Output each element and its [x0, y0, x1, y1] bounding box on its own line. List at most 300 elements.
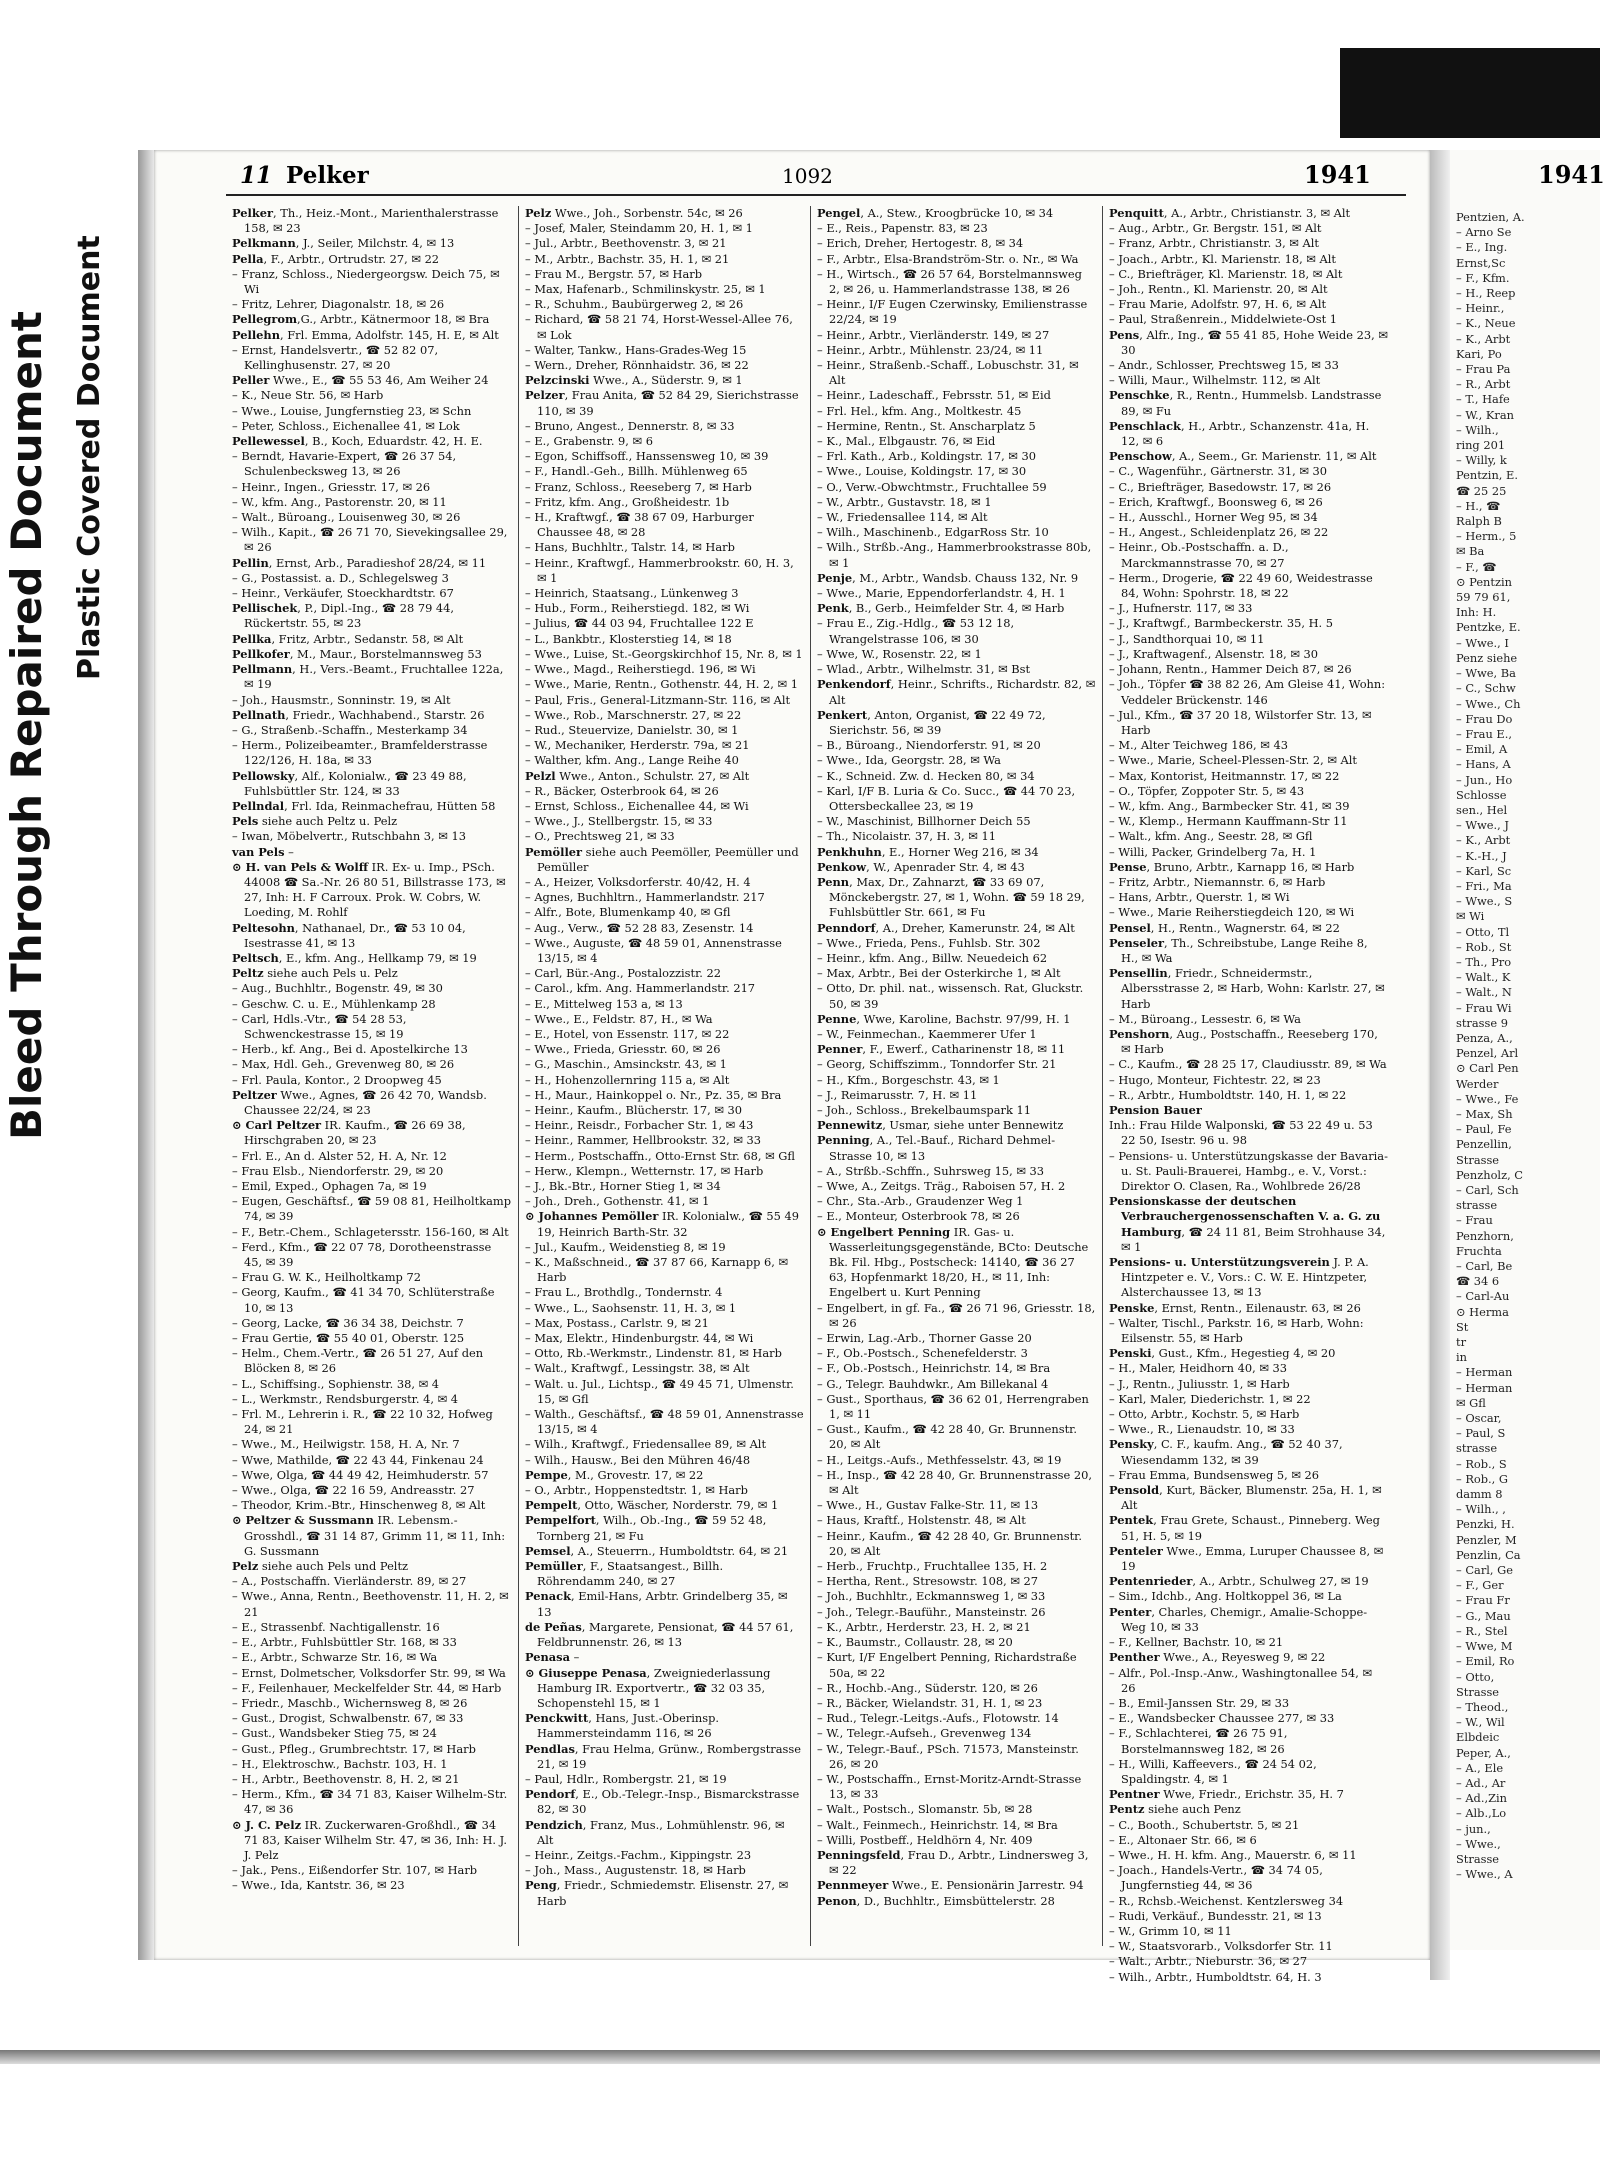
- entry-details: – C., Kaufm., ☎ 28 25 17, Claudiusstr. 89, ✉ Wa: [1109, 1057, 1387, 1072]
- entry-details: – W., Telegr.-Bauf., PSch. 71573, Mansteinstr. 26, ✉ 20: [817, 1741, 1079, 1771]
- entry-details: , Max, Dr., Zahnarzt, ☎ 33 69 07, Mönckebergstr. 27, ✉ 1, Wohn. ☎ 59 18 29, Fuhlsbüttler Str. 661, ✉ Fu: [829, 874, 1085, 920]
- entry-details: – Wwe., L., Saohsenstr. 11, H. 3, ✉ 1: [525, 1300, 737, 1315]
- directory-entry: [817, 1453, 1096, 1468]
- directory-entry: [1109, 677, 1388, 707]
- entry-details: – Carl, Bür.-Ang., Postalozzistr. 22: [525, 966, 722, 981]
- directory-entry: [817, 464, 1096, 479]
- entry-details: – O., Prechtsweg 21, ✉ 33: [525, 829, 675, 844]
- column-4: [1102, 206, 1394, 1984]
- entry-details: – Walt. u. Jul., Lichtsp., ☎ 49 45 71, Ulmenstr. 15, ✉ Gfl: [525, 1376, 794, 1406]
- directory-entry: [232, 449, 512, 479]
- directory-entry: [232, 1270, 512, 1285]
- directory-entry: [525, 1103, 804, 1118]
- entry-details: – Frau Elsb., Niendorferstr. 29, ✉ 20: [232, 1163, 444, 1178]
- entry-details: – Bruno, Angest., Dennerstr. 8, ✉ 33: [525, 418, 735, 433]
- entry-details: – Heinr., Ingen., Griesstr. 17, ✉ 26: [232, 479, 431, 494]
- entry-details: – Gust., Drogist, Schwalbenstr. 67, ✉ 33: [232, 1711, 464, 1726]
- entry-name: Penshorn: [1109, 1026, 1170, 1041]
- facing-page-line: – H., Reep: [1456, 286, 1516, 301]
- entry-details: – Max, Hdl. Geh., Grevenweg 80, ✉ 26: [232, 1057, 455, 1072]
- entry-details: – Eugen, Geschäftsf., ☎ 59 08 81, Heilholtkamp 74, ✉ 39: [232, 1194, 512, 1224]
- entry-details: – Ernst, Schloss., Eichenallee 44, ✉ Wi: [525, 798, 749, 813]
- entry-details: – Richard, ☎ 58 21 74, Horst-Wessel-Allee 76, ✉ Lok: [525, 312, 793, 342]
- entry-details: – Heinr., Ladeschaff., Febrsstr. 51, ✉ Eid: [817, 388, 1051, 403]
- entry-details: – Wilh., Arbtr., Humboldtstr. 64, H. 3: [1109, 1969, 1322, 1984]
- entry-name: Penther: [1109, 1650, 1160, 1665]
- entry-details: Inh.: Frau Hilde Walponski, ☎ 53 22 49 u. 53 22 50, Isestr. 96 u. 98: [1109, 1118, 1373, 1148]
- page-year: 1941: [1304, 160, 1371, 189]
- directory-entry: [232, 1057, 512, 1072]
- directory-entry: [232, 981, 512, 996]
- facing-page-line: – Frau: [1456, 1213, 1493, 1228]
- entry-details: – Max, Hafenarb., Schmilinskystr. 25, ✉ 1: [525, 282, 766, 297]
- entry-details: – Georg, Schiffszimm., Tonndorfer Str. 21: [817, 1057, 1057, 1072]
- entry-details: – W., Grimm 10, ✉ 11: [1109, 1923, 1232, 1938]
- entry-name: Pensionskasse der deutschen Verbrauchergenossenschaften V. a. G. zu Hamburg: [1109, 1194, 1381, 1239]
- directory-entry: [525, 845, 804, 875]
- facing-page-line: – Herman: [1456, 1365, 1513, 1380]
- entry-name: Pelzer: [525, 388, 565, 403]
- entry-details: – Wwe., Anna, Rentn., Beethovenstr. 11, H. 2, ✉ 21: [232, 1589, 509, 1619]
- directory-entry: [1109, 1939, 1388, 1954]
- directory-entry: [525, 556, 804, 586]
- directory-entry: [525, 981, 804, 996]
- entry-details: – Georg, Lacke, ☎ 36 34 38, Deichstr. 7: [232, 1315, 464, 1330]
- facing-page-line: St: [1456, 1319, 1469, 1334]
- entry-details: , A., Steuerrn., Humboldtstr. 64, ✉ 21: [570, 1543, 789, 1558]
- entry-details: , F., Ewerf., Catharinenstr 18, ✉ 11: [862, 1042, 1066, 1057]
- facing-page-line: ring 201: [1456, 438, 1506, 453]
- directory-entry: [817, 936, 1096, 951]
- directory-entry: [817, 1346, 1096, 1361]
- entry-details: – K., Maßschneid., ☎ 37 87 66, Karnapp 6, ✉ Harb: [525, 1255, 789, 1285]
- entry-details: – Agnes, Buchhltrn., Hammerlandstr. 217: [525, 890, 765, 905]
- directory-entry: [525, 1848, 804, 1863]
- entry-details: – E., Altonaer Str. 66, ✉ 6: [1109, 1832, 1257, 1847]
- entry-details: – Walt., Kraftwgf., Lessingstr. 38, ✉ Alt: [525, 1361, 750, 1376]
- directory-entry: [1109, 905, 1388, 920]
- entry-details: , Ernst, Arb., Paradieshof 28/24, ✉ 11: [268, 555, 487, 570]
- directory-entry: [817, 480, 1096, 495]
- entry-details: – Gust., Sporthaus, ☎ 36 62 01, Herrengraben 1, ✉ 11: [817, 1391, 1089, 1422]
- facing-page-year: 1941: [1538, 160, 1605, 189]
- directory-entry: [525, 1468, 804, 1483]
- entry-name: Peltesohn: [232, 920, 295, 935]
- facing-page-line: – Paul, S: [1456, 1426, 1506, 1441]
- directory-entry: [525, 206, 804, 221]
- directory-entry: [817, 814, 1096, 829]
- directory-entry: [817, 662, 1096, 677]
- entry-details: – H., Hohenzollernring 115 a, ✉ Alt: [525, 1072, 730, 1087]
- directory-entry: [525, 829, 804, 844]
- entry-details: – Franz, Schloss., Reeseberg 7, ✉ Harb: [525, 479, 752, 494]
- entry-details: –: [569, 1650, 580, 1665]
- entry-name: Pemsel: [525, 1543, 571, 1558]
- entry-details: – Josef, Maler, Steindamm 20, H. 1, ✉ 1: [525, 221, 753, 236]
- facing-page-line: Fruchta: [1456, 1243, 1502, 1258]
- entry-details: , Emil-Hans, Arbtr. Grindelberg 35, ✉ 13: [537, 1589, 788, 1619]
- entry-details: – Alfr., Bote, Blumenkamp 40, ✉ Gfl: [525, 905, 731, 920]
- directory-entry: [1109, 449, 1388, 464]
- entry-details: – Frl. Hel., kfm. Ang., Moltkestr. 45: [817, 403, 1022, 418]
- entry-details: – Walter, Tankw., Hans-Grades-Weg 15: [525, 342, 747, 357]
- entry-details: – Wwe., M., Heilwigstr. 158, H. A, Nr. 7: [232, 1437, 460, 1452]
- directory-entry: [232, 693, 512, 708]
- entry-details: Wwe., A., Reyesweg 9, ✉ 22: [1159, 1650, 1326, 1665]
- directory-entry: [525, 1589, 804, 1619]
- directory-entry: [817, 1802, 1096, 1817]
- directory-entry: [232, 373, 512, 388]
- directory-entry: [1109, 1757, 1388, 1787]
- directory-entry: [525, 343, 804, 358]
- directory-entry: [232, 571, 512, 586]
- facing-page-line: – Frau Pa: [1456, 362, 1511, 377]
- facing-page-line: sen., Hel: [1456, 802, 1508, 817]
- directory-entry: [1109, 1422, 1388, 1437]
- entry-name: Pellka: [232, 631, 272, 646]
- facing-page-line: – Carl, Ge: [1456, 1563, 1513, 1578]
- directory-entry: [1109, 1437, 1388, 1467]
- entry-details: , Wilh., Ob.-Ing., ☎ 59 52 48, Tornberg 21, ✉ Fu: [537, 1513, 767, 1543]
- facing-page-lines: [1456, 210, 1596, 1882]
- entry-name: Penkendorf: [817, 677, 891, 692]
- directory-entry: [525, 784, 804, 799]
- entry-details: , H., Arbtr., Schanzenstr. 41a, H. 12, ✉ 6: [1121, 418, 1370, 449]
- entry-name: Pengel: [817, 206, 861, 220]
- facing-page-line: – R., Arbt: [1456, 377, 1511, 392]
- facing-page-line: – jun.,: [1456, 1821, 1491, 1836]
- entry-name: Penner: [817, 1042, 863, 1057]
- facing-page-line: – K., Arbt: [1456, 833, 1511, 848]
- entry-name: Penschke: [1109, 388, 1170, 403]
- directory-entry: [525, 1666, 804, 1712]
- entry-details: siehe auch Penz: [1144, 1802, 1241, 1817]
- directory-entry: [817, 845, 1096, 860]
- entry-name: Penndorf: [817, 920, 876, 935]
- directory-entry: [817, 1164, 1096, 1179]
- directory-entry: [817, 1620, 1096, 1635]
- entry-name: Pensions- u. Unterstützungsverein: [1109, 1255, 1330, 1270]
- directory-entry: [525, 1240, 804, 1255]
- directory-entry: [1109, 480, 1388, 495]
- page-gutter: [1430, 150, 1450, 1980]
- directory-entry: [1109, 464, 1388, 479]
- directory-entry: [1109, 206, 1388, 221]
- directory-entry: [1109, 1316, 1388, 1346]
- facing-page-line: – E., Ing.: [1456, 240, 1508, 255]
- directory-entry: [817, 753, 1096, 768]
- entry-name: Pellewessel: [232, 434, 305, 449]
- directory-entry: [525, 236, 804, 251]
- directory-entry: [817, 419, 1096, 434]
- directory-entry: [817, 951, 1096, 966]
- entry-details: – J., Reimarusstr. 7, H. ✉ 11: [817, 1087, 978, 1102]
- directory-entry: [232, 1787, 512, 1817]
- entry-details: – Hugo, Monteur, Fichtestr. 22, ✉ 23: [1109, 1072, 1321, 1087]
- directory-entry: [1109, 1818, 1388, 1833]
- entry-details: , Frau D., Arbtr., Lindnersweg 3, ✉ 22: [829, 1847, 1089, 1878]
- directory-entry: [1109, 662, 1388, 677]
- directory-columns: [226, 206, 1406, 1984]
- directory-entry: [525, 1377, 804, 1407]
- directory-entry: [525, 1361, 804, 1376]
- directory-entry: [817, 966, 1096, 981]
- entry-details: – Gust., Wandsbeker Stieg 75, ✉ 24: [232, 1726, 437, 1741]
- entry-name: Penkert: [817, 707, 868, 722]
- entry-details: – H., Elektroschw., Bachstr. 103, H. 1: [232, 1756, 448, 1771]
- entry-details: – R., Hochb.-Ang., Süderstr. 120, ✉ 26: [817, 1680, 1038, 1695]
- entry-details: , Friedr., Schmiedemstr. Elisenstr. 27, ✉ Harb: [537, 1878, 789, 1908]
- section-number: 11: [240, 162, 273, 189]
- facing-page-line: – Ad., Ar: [1456, 1775, 1506, 1790]
- entry-details: – Walt., Feinmech., Heinrichstr. 14, ✉ Bra: [817, 1817, 1058, 1832]
- facing-page-line: Penzhorn,: [1456, 1228, 1514, 1243]
- entry-details: – Helm., Chem.-Vertr., ☎ 26 51 27, Auf den Blöcken 8, ✉ 26: [232, 1346, 484, 1376]
- entry-details: , Margarete, Pensionat, ☎ 44 57 61, Feldbrunnenstr. 26, ✉ 13: [537, 1619, 794, 1650]
- directory-entry: [525, 632, 804, 647]
- directory-entry: [525, 1316, 804, 1331]
- directory-entry: [1109, 921, 1388, 936]
- directory-entry: [1109, 388, 1388, 418]
- entry-name: Penon: [817, 1893, 857, 1908]
- directory-entry: [525, 677, 804, 692]
- facing-page-line: – Wilh., ,: [1456, 1502, 1506, 1517]
- entry-details: – Wwe., Marie Reiherstiegdeich 120, ✉ Wi: [1109, 905, 1355, 920]
- facing-page-line: – Wilh.,: [1456, 422, 1499, 437]
- directory-entry: [1109, 616, 1388, 631]
- entry-name: Pellmann: [232, 662, 293, 677]
- facing-page-line: – Theod.,: [1456, 1699, 1509, 1714]
- entry-details: siehe auch Pels und Peltz: [258, 1559, 409, 1574]
- directory-entry: [1109, 571, 1388, 601]
- entry-details: , Franz, Mus., Lohmühlenstr. 96, ✉ Alt: [537, 1817, 785, 1847]
- directory-entry: [232, 1346, 512, 1376]
- facing-page-line: Pentzke, E.: [1456, 620, 1521, 635]
- entry-details: Wwe., A., Süderstr. 9, ✉ 1: [589, 373, 743, 388]
- directory-entry: [1109, 860, 1388, 875]
- directory-entry: [1109, 252, 1388, 267]
- entry-details: – Wwe, Olga, ☎ 44 49 42, Heimhuderstr. 57: [232, 1467, 489, 1482]
- directory-entry: [1109, 1787, 1388, 1802]
- entry-details: – Herb., Fruchtp., Fruchtallee 135, H. 2: [817, 1559, 1048, 1574]
- entry-details: – Paul, Straßenrein., Middelwiete-Ost 1: [1109, 312, 1338, 327]
- directory-entry: [817, 1848, 1096, 1878]
- entry-details: – Wwe., Magd., Reiherstiegd. 196, ✉ Wi: [525, 662, 756, 677]
- entry-details: – J., Hufnerstr. 117, ✉ 33: [1109, 601, 1253, 616]
- entry-name: Penack: [525, 1589, 571, 1604]
- entry-name: Penter: [1109, 1604, 1152, 1619]
- directory-entry: [232, 799, 512, 814]
- entry-details: , A., Arbtr., Christianstr. 3, ✉ Alt: [1163, 206, 1351, 220]
- facing-page-line: 59 79 61,: [1456, 590, 1511, 605]
- facing-page-line: – Walt., N: [1456, 985, 1512, 1000]
- entry-details: – Joh., Buchhltr., Eckmannsweg 1, ✉ 33: [817, 1589, 1046, 1604]
- directory-entry: [232, 1042, 512, 1057]
- entry-details: – Hertha, Rent., Stresowstr. 108, ✉ 27: [817, 1574, 1038, 1589]
- facing-page-line: – R., Stel: [1456, 1623, 1508, 1638]
- entry-details: – R., Bäcker, Wielandstr. 31, H. 1, ✉ 23: [817, 1695, 1043, 1710]
- entry-details: – Karl, I/F B. Luria & Co. Succ., ☎ 44 70 23, Ottersbeckallee 23, ✉ 19: [817, 783, 1076, 813]
- facing-page-line: – Herman: [1456, 1380, 1513, 1395]
- directory-entry: [232, 632, 512, 647]
- entry-details: , Nathanael, Dr., ☎ 53 10 04, Isestrasse 41, ✉ 13: [244, 920, 466, 950]
- directory-entry: [525, 905, 804, 920]
- directory-entry: [232, 1316, 512, 1331]
- entry-details: – O., Verw.-Obwchtmstr., Fruchtallee 59: [817, 479, 1047, 494]
- entry-details: , F., Staatsangest., Billh. Röhrendamm 240, ✉ 27: [537, 1559, 724, 1589]
- entry-details: – K., Schneid. Zw. d. Hecken 80, ✉ 34: [817, 768, 1035, 783]
- directory-entry: [525, 221, 804, 236]
- entry-name: Pempelfort: [525, 1513, 596, 1528]
- directory-entry: [817, 388, 1096, 403]
- directory-entry: [1109, 1346, 1388, 1361]
- entry-details: – G., Maschin., Amsinckstr. 43, ✉ 1: [525, 1057, 727, 1072]
- directory-entry: [1109, 1666, 1388, 1696]
- entry-details: , Friedr., Wachhabend., Starstr. 26: [285, 707, 485, 722]
- directory-entry: [817, 1012, 1096, 1027]
- facing-page-line: Penzholz, C: [1456, 1167, 1524, 1182]
- entry-details: – Hermine, Rentn., St. Anscharplatz 5: [817, 418, 1036, 433]
- directory-entry: [817, 495, 1096, 510]
- entry-details: – W., Staatsvorarb., Volksdorfer Str. 11: [1109, 1939, 1333, 1954]
- entry-details: – Joh., Schloss., Brekelbaumspark 11: [817, 1102, 1031, 1117]
- header-rule: [226, 194, 1406, 196]
- directory-entry: [817, 267, 1096, 297]
- entry-details: , F., Arbtr., Ortrudstr. 27, ✉ 22: [263, 251, 440, 266]
- entry-details: – C., Briefträger, Basedowstr. 17, ✉ 26: [1109, 479, 1332, 494]
- entry-details: , A., Arbtr., Schulweg 27, ✉ 19: [1192, 1574, 1369, 1589]
- entry-details: – A., Heizer, Volksdorferstr. 40/42, H. 4: [525, 874, 751, 889]
- entry-details: , Heinr., Schrifts., Richardstr. 82, ✉ Alt: [829, 677, 1096, 707]
- facing-page-line: Peper, A.,: [1456, 1745, 1511, 1760]
- entry-name: Pellegrom: [232, 312, 298, 327]
- directory-entry: [525, 1255, 804, 1285]
- directory-entry: [817, 616, 1096, 646]
- directory-entry: [232, 1453, 512, 1468]
- directory-entry: [1109, 875, 1388, 890]
- entry-details: – Willi, Postbeff., Heldhörn 4, Nr. 409: [817, 1832, 1033, 1847]
- entry-details: – Iwan, Möbelvertr., Rutschbahn 3, ✉ 13: [232, 829, 466, 844]
- directory-entry: [232, 1240, 512, 1270]
- directory-entry: [817, 1179, 1096, 1194]
- entry-details: – Wwe., Olga, ☎ 22 16 59, Andreasstr. 27: [232, 1483, 475, 1498]
- directory-entry: [232, 769, 512, 799]
- directory-entry: [817, 769, 1096, 784]
- directory-entry: [817, 1894, 1096, 1909]
- facing-page-line: ✉ Ba: [1456, 544, 1485, 559]
- directory-entry: [1109, 1696, 1388, 1711]
- facing-page-line: ☎ 25 25: [1456, 483, 1507, 498]
- directory-entry: [232, 829, 512, 844]
- entry-details: – Walther, kfm. Ang., Lange Reihe 40: [525, 753, 739, 768]
- directory-entry: [1109, 769, 1388, 784]
- entry-details: , C. F., kaufm. Ang., ☎ 52 40 37, Wiesendamm 132, ✉ 39: [1121, 1437, 1343, 1467]
- directory-entry: [1109, 814, 1388, 829]
- directory-entry: [1109, 1924, 1388, 1939]
- entry-details: – Theodor, Krim.-Btr., Hinschenweg 8, ✉ Alt: [232, 1498, 486, 1513]
- facing-page-line: Schlosse: [1456, 787, 1507, 802]
- directory-entry: [1109, 267, 1388, 282]
- entry-details: – Otto, Dr. phil. nat., wissensch. Rat, Gluckstr. 50, ✉ 39: [817, 981, 1084, 1011]
- facing-page-fragment: [1450, 150, 1605, 1950]
- directory-entry: [232, 495, 512, 510]
- entry-details: siehe auch Pels u. Pelz: [263, 966, 398, 981]
- entry-details: – C., Briefträger, Kl. Marienstr. 18, ✉ Alt: [1109, 266, 1343, 281]
- facing-page-line: ⊙ Pentzin: [1456, 574, 1512, 589]
- directory-entry: [1109, 358, 1388, 373]
- directory-entry: [817, 860, 1096, 875]
- entry-details: , M., Arbtr., Wandsb. Chauss 132, Nr. 9: [852, 570, 1079, 585]
- directory-entry: [232, 1589, 512, 1619]
- directory-entry: [525, 282, 804, 297]
- directory-entry: [1109, 1194, 1388, 1255]
- facing-page-line: – Carl-Au: [1456, 1289, 1510, 1304]
- entry-details: – Max, Kontorist, Heitmannstr. 17, ✉ 22: [1109, 768, 1340, 783]
- directory-entry: [525, 1650, 804, 1665]
- facing-page-line: – K.-H., J: [1456, 848, 1507, 863]
- entry-name: Pentenrieder: [1109, 1574, 1193, 1589]
- facing-page-line: Penzel, Arl: [1456, 1046, 1519, 1061]
- directory-entry: [525, 1209, 804, 1239]
- entry-details: , E., Horner Weg 216, ✉ 34: [881, 844, 1039, 859]
- entry-name: Peltzer: [232, 1087, 277, 1102]
- entry-details: – L., Bankbtr., Klosterstieg 14, ✉ 18: [525, 631, 732, 646]
- entry-details: – Wwe., Ida, Georgstr. 28, ✉ Wa: [817, 753, 1001, 768]
- facing-page-line: – F., ☎: [1456, 559, 1497, 574]
- entry-name: Pennmeyer: [817, 1878, 889, 1893]
- entry-details: – E., Arbtr., Fuhlsbüttler Str. 168, ✉ 33: [232, 1635, 457, 1650]
- directory-entry: [1109, 1468, 1388, 1483]
- entry-name: Pelzl: [525, 768, 556, 783]
- entry-details: – E., Wandsbecker Chaussee 277, ✉ 33: [1109, 1711, 1335, 1726]
- entry-details: , Gust., Kfm., Hegestieg 4, ✉ 20: [1151, 1346, 1336, 1361]
- entry-details: – Herm., Polizeibeamter., Bramfelderstrasse 122/126, H. 18a, ✉ 33: [232, 738, 488, 768]
- directory-entry: [232, 1194, 512, 1224]
- directory-entry: [525, 1437, 804, 1452]
- entry-name: Penckwitt: [525, 1711, 589, 1726]
- directory-entry: [817, 1559, 1096, 1574]
- directory-entry: [817, 1422, 1096, 1452]
- directory-entry: [232, 1225, 512, 1240]
- entry-details: – Walt., Postsch., Slomanstr. 5b, ✉ 28: [817, 1802, 1033, 1817]
- entry-details: – Wwe., E., Feldstr. 87, H., ✉ Wa: [525, 1011, 713, 1026]
- facing-page-line: tr: [1456, 1335, 1467, 1350]
- entry-name: Penkow: [817, 859, 867, 874]
- directory-entry: [1109, 297, 1388, 312]
- directory-entry: [232, 1073, 512, 1088]
- directory-entry: [1109, 1970, 1388, 1985]
- scan-corner-shadow: [1340, 48, 1600, 138]
- entry-details: – E., Reis., Papenstr. 83, ✉ 23: [817, 221, 988, 236]
- entry-details: – Max, Arbtr., Bei der Osterkirche 1, ✉ Alt: [817, 966, 1061, 981]
- entry-details: – M., Büroang., Lessestr. 6, ✉ Wa: [1109, 1011, 1301, 1026]
- facing-page-line: – Frau Do: [1456, 711, 1513, 726]
- entry-details: – W., Arbtr., Gustavstr. 18, ✉ 1: [817, 494, 992, 509]
- entry-name: Pelker: [232, 206, 273, 220]
- directory-entry: [1109, 1118, 1388, 1148]
- entry-details: – Wwe., Marie, Rentn., Gothenstr. 44, H. 2, ✉ 1: [525, 677, 798, 692]
- directory-entry: [232, 1711, 512, 1726]
- directory-entry: [232, 708, 512, 723]
- directory-entry: [232, 480, 512, 495]
- entry-details: – Wilh., Kraftwgf., Friedensallee 89, ✉ Alt: [525, 1437, 767, 1452]
- facing-page-line: – H., ☎: [1456, 498, 1501, 513]
- entry-name: Pellndal: [232, 798, 285, 813]
- directory-entry: [817, 1103, 1096, 1118]
- directory-entry: [525, 601, 804, 616]
- entry-name: Pendlas: [525, 1741, 575, 1756]
- entry-name: Pellischek: [232, 601, 298, 616]
